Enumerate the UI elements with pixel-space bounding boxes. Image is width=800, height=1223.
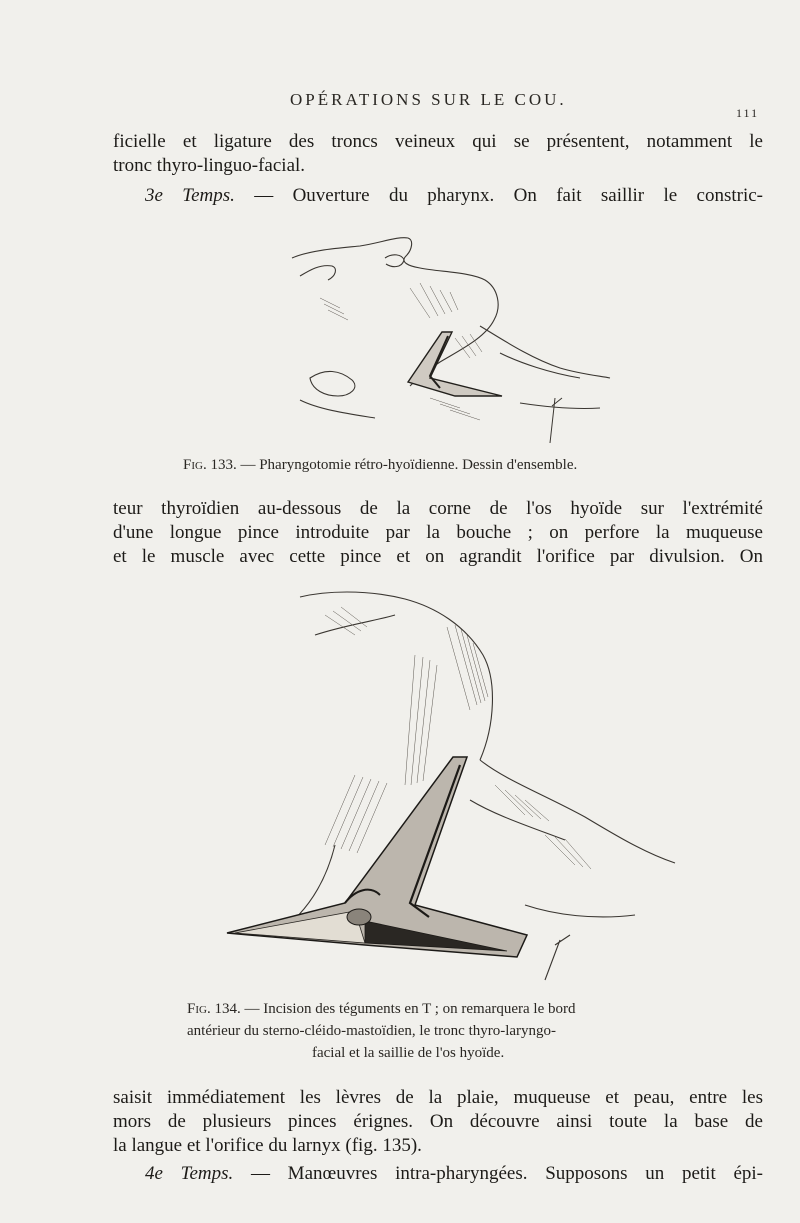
section-label: 4e Temps. (145, 1163, 234, 1184)
section-label: 3e Temps. (145, 185, 235, 206)
text-line: teur thyroïdien au-dessous de la corne de l'os hyoïde sur l'extrémité (113, 498, 763, 519)
figure-133-caption (183, 454, 577, 476)
page-number: 111 (736, 106, 760, 120)
text-line: mors de plusieurs pinces érignes. On découvre ainsi toute la base de (113, 1111, 763, 1132)
text-line: ficielle et ligature des troncs veineux qui se présentent, notamment le (113, 131, 763, 152)
caption-label: Fig. 134. (187, 1001, 241, 1017)
paragraph-3 (113, 497, 763, 569)
caption-line (187, 998, 687, 1020)
text-line: la langue et l'orifice du larnyx (fig. 135). (113, 1135, 422, 1156)
caption-label: Fig. 133. (183, 457, 237, 473)
figure-134-illustration (215, 585, 685, 985)
text-line: tronc thyro-linguo-facial. (113, 155, 306, 176)
caption-text: — Pharyngotomie rétro-hyoïdienne. Dessin d'ensemble. (236, 457, 578, 473)
text-line (113, 184, 763, 208)
text-line: saisit immédiatement les lèvres de la plaie, muqueuse et peau, entre les (113, 1087, 763, 1108)
figure-133-illustration (280, 228, 620, 443)
caption-line: antérieur du sterno-cléido-mastoïdien, le tronc thyro-laryngo- (187, 1023, 557, 1039)
section-text: — Ouverture du pharynx. On fait saillir le constric- (234, 185, 763, 206)
paragraph-2 (113, 184, 763, 208)
caption-text: — Incision des téguments en T ; on remarquera le bord (240, 1001, 576, 1017)
text-line (113, 1162, 763, 1186)
paragraph-4 (113, 1086, 763, 1158)
running-head: OPÉRATIONS SUR LE COU. (290, 90, 567, 109)
caption-line: facial et la saillie de l'os hyoïde. (312, 1045, 505, 1061)
paragraph-1 (113, 130, 763, 178)
text-line: d'une longue pince introduite par la bouche ; on perfore la muqueuse (113, 522, 763, 543)
figure-134-caption (187, 998, 687, 1064)
section-text: — Manœuvres intra-pharyngées. Supposons un petit épi- (233, 1163, 763, 1184)
text-line: et le muscle avec cette pince et on agrandit l'orifice par divulsion. On (113, 546, 763, 567)
paragraph-5 (113, 1162, 763, 1186)
